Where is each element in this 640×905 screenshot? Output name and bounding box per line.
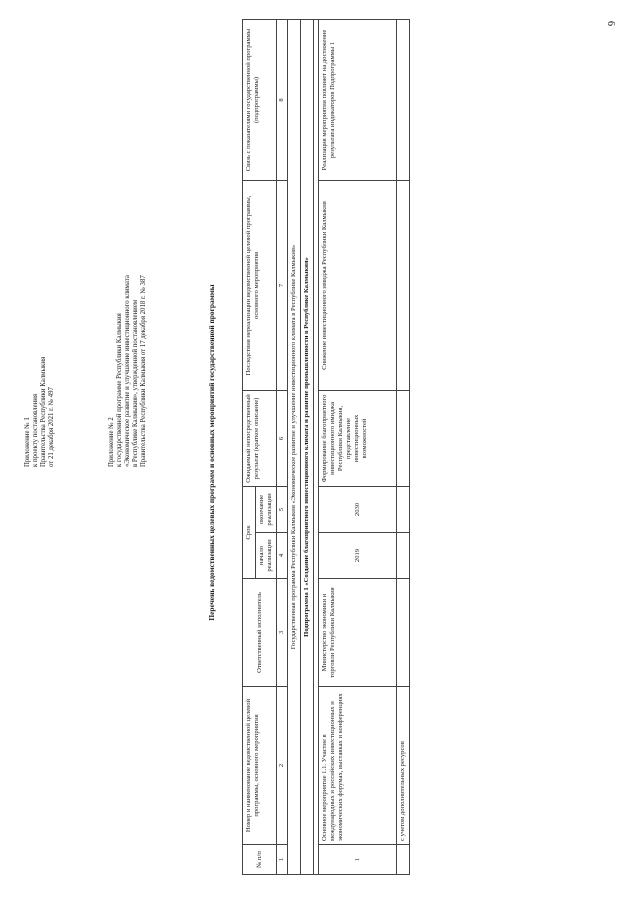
appendix-2-line: в Республике Калмыкия», утвержденной постановлением: [132, 299, 140, 467]
row-num: 1: [319, 845, 397, 875]
row-executor: Министерство экономики и торговли Республики Калмыкия: [319, 579, 397, 687]
header-executor: Ответственный исполнитель: [243, 579, 277, 687]
row-end: 2030: [319, 486, 397, 532]
row-result: Формирование благоприятного инвестиционного имиджа Республики Калмыкия, представление инвестиционных возможностей: [319, 390, 397, 486]
column-number: 2: [277, 687, 288, 845]
programs-table: [242, 19, 410, 875]
column-number: 6: [277, 390, 288, 486]
row-name: Основное мероприятие 1.1. Участие в международных и российских инвестиционных и экономических форумах, выставках и конференциях: [319, 687, 397, 845]
subprogram-row: [301, 19, 314, 874]
header-num: № п/п: [243, 845, 277, 875]
header-consequences: Последствия нереализации ведомственной целевой программы, основного мероприятия: [243, 180, 277, 390]
row-start: 2019: [319, 533, 397, 579]
column-number: 4: [277, 533, 288, 579]
header-start: начало реализации: [256, 533, 277, 579]
table-row: [319, 19, 397, 874]
appendix-2-line: Правительства Республики Калмыкия от 17 декабря 2018 г. № 387: [140, 275, 148, 467]
header-term: Срок: [243, 486, 256, 578]
row-link: Реализация мероприятия повлияет на достижение результата индикаторов Подпрограммы 1: [319, 19, 397, 180]
subprogram-title: Подпрограмма 1 «Создание благоприятного инвестиционного климата и развитие промышленности в Республике Калмыкия»: [301, 19, 314, 874]
header-end: окончание реализации: [256, 486, 277, 532]
appendix-1-line: от 21 декабря 2021 г. № 497: [48, 387, 56, 467]
column-number: 3: [277, 579, 288, 687]
column-number: 5: [277, 486, 288, 532]
header-row: [243, 19, 256, 874]
appendix-2-line: к государственной программе Республики Калмыкия: [116, 313, 124, 467]
column-number: 7: [277, 180, 288, 390]
appendix-2-line: «Экономическое развитие и улучшение инвестиционного климата: [124, 275, 132, 467]
extra-resources-label: с учетом дополнительных ресурсов: [397, 687, 410, 845]
row-consequences: Снижение инвестиционного имиджа Республики Калмыкия: [319, 180, 397, 390]
program-title: Государственная программа Республики Калмыкия «Экономическое развитие и улучшение инвестиционного климата в Республике Калмыкия»: [288, 19, 301, 874]
program-row: [288, 19, 301, 874]
column-number: 8: [277, 19, 288, 180]
appendix-2-block: [108, 27, 148, 467]
appendix-2-line: Приложение № 2: [108, 417, 115, 467]
appendix-1-block: [24, 167, 56, 467]
header-link: Связь с показателями государственной программы (подпрограммы): [243, 19, 277, 180]
page-number: 6: [605, 21, 616, 26]
document-title: Перечень ведомственных целевых программ и основных мероприятий государственной программы: [207, 284, 216, 621]
header-result: Ожидаемый непосредственный результат (краткое описание): [243, 390, 277, 486]
header-name: Номер и наименование ведомственной целевой программы, основного мероприятия: [243, 687, 277, 845]
column-number: 1: [277, 845, 288, 875]
appendix-1-line: Приложение № 1: [24, 417, 31, 467]
appendix-1-line: Правительства Республики Калмыкия: [40, 356, 48, 467]
extra-row: [397, 19, 410, 874]
column-number-row: [277, 19, 288, 874]
appendix-1-line: к проекту постановления: [32, 394, 40, 467]
